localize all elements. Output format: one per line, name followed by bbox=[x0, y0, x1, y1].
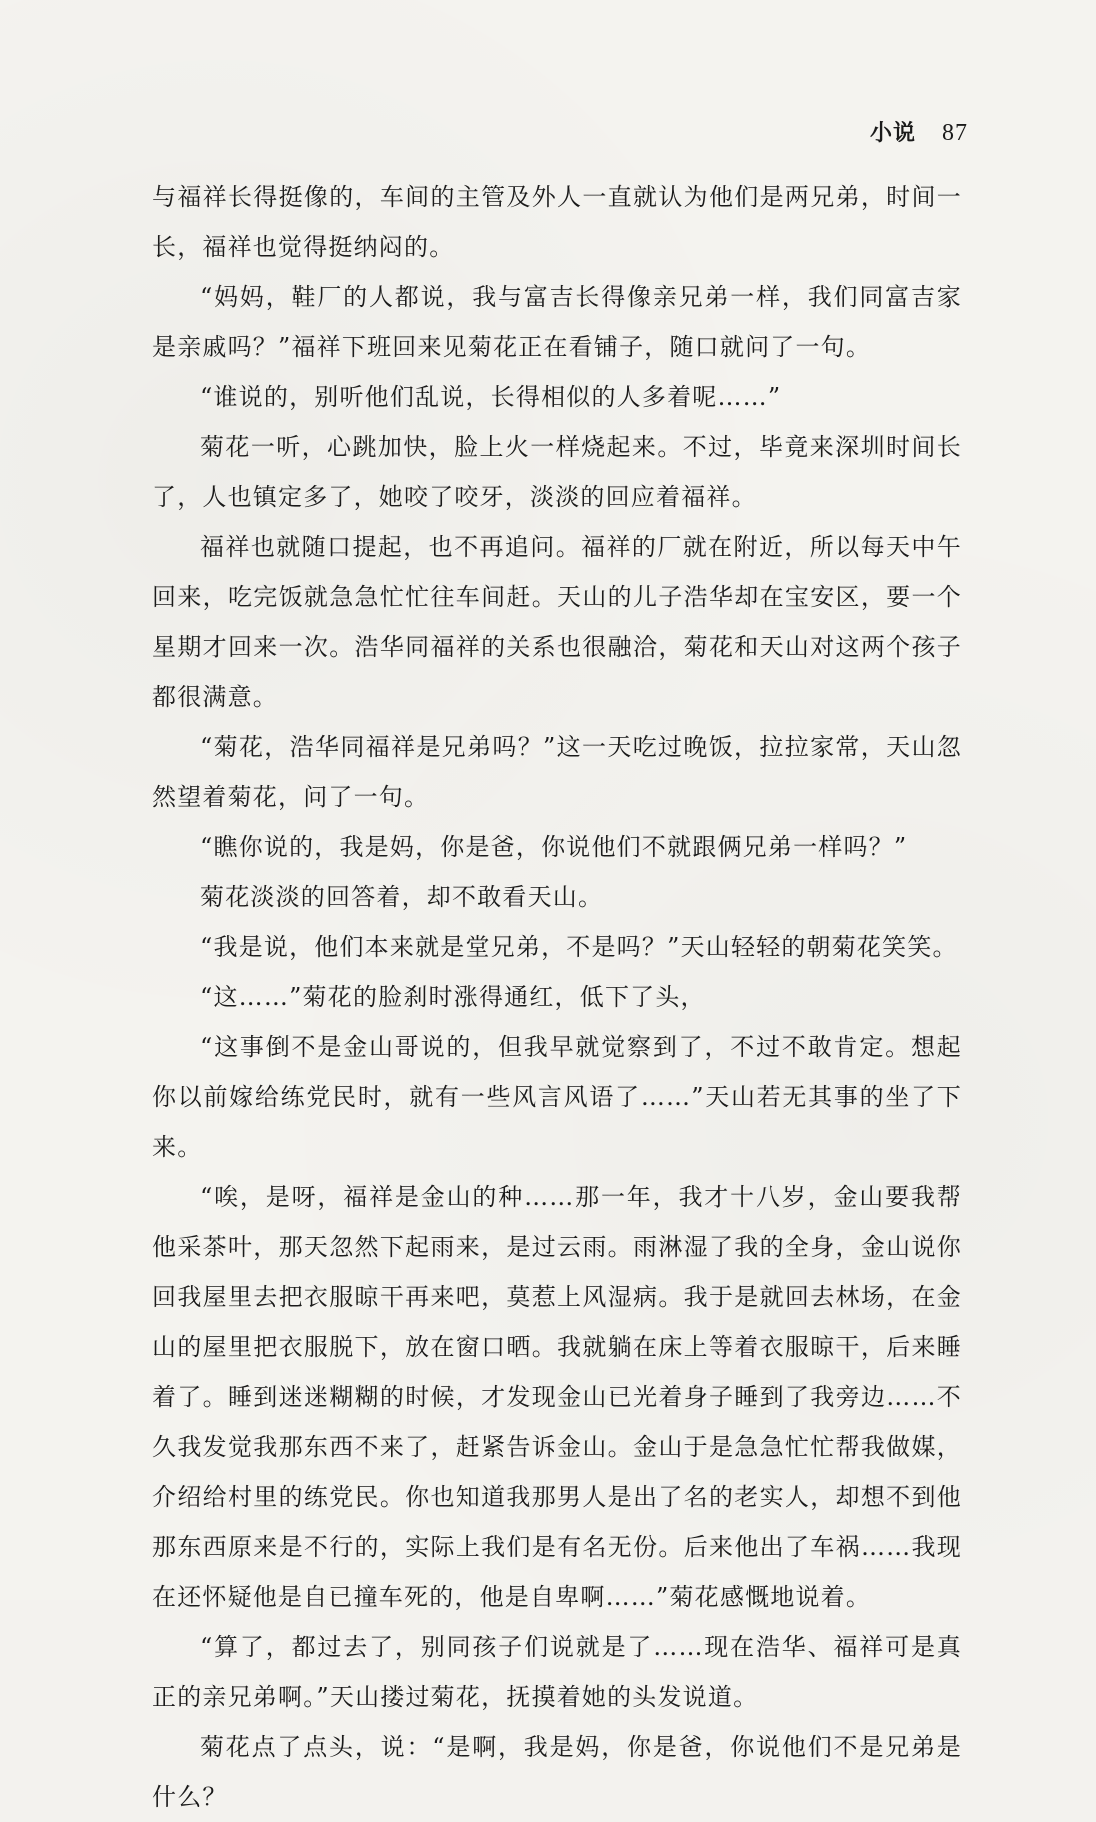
paragraph: “菊花，浩华同福祥是兄弟吗？”这一天吃过晚饭，拉拉家常，天山忽然望着菊花，问了一句。 bbox=[152, 733, 962, 811]
body-text bbox=[152, 172, 962, 1822]
paragraph: 福祥也就随口提起，也不再追问。福祥的厂就在附近，所以每天中午回来，吃完饭就急急忙忙往车间赶。天山的儿子浩华却在宝安区，要一个星期才回来一次。浩华同福祥的关系也很融洽，菊花和天山对这两个孩子都很满意。 bbox=[152, 533, 962, 711]
paragraph: “妈妈，鞋厂的人都说，我与富吉长得像亲兄弟一样，我们同富吉家是亲戚吗？”福祥下班回来见菊花正在看铺子，随口就问了一句。 bbox=[152, 283, 962, 361]
paragraph: “这……”菊花的脸刹时涨得通红，低下了头， bbox=[200, 983, 706, 1011]
paragraph: 菊花点了点头，说：“是啊，我是妈，你是爸，你说他们不是兄弟是什么？ bbox=[152, 1733, 962, 1811]
paragraph: “这事倒不是金山哥说的，但我早就觉察到了，不过不敢肯定。想起你以前嫁给练党民时，就有一些风言风语了……”天山若无其事的坐了下来。 bbox=[152, 1033, 962, 1161]
running-header bbox=[870, 116, 968, 147]
section-title: 小说 bbox=[869, 121, 916, 146]
paragraph-continued: 与福祥长得挺像的，车间的主管及外人一直就认为他们是两兄弟，时间一长，福祥也觉得挺纳闷的。 bbox=[152, 183, 962, 261]
paragraph: 菊花淡淡的回答着，却不敢看天山。 bbox=[200, 883, 604, 911]
paragraph: “唉，是呀，福祥是金山的种……那一年，我才十八岁，金山要我帮他采茶叶，那天忽然下起雨来，是过云雨。雨淋湿了我的全身，金山说你回我屋里去把衣服晾干再来吧，莫惹上风湿病。我于是就回去林场，在金山的屋里把衣服脱下，放在窗口晒。我就躺在床上等着衣服晾干，后来睡着了。睡到迷迷糊糊的时候，才发现金山已光着身子睡到了我旁边……不久我发觉我那东西不来了，赶紧告诉金山。金山于是急急忙忙帮我做媒，介绍给村里的练党民。你也知道我那男人是出了名的老实人，却想不到他那东西原来是不行的，实际上我们是有名无份。后来他出了车祸……我现在还怀疑他是自已撞车死的，他是自卑啊……”菊花感慨地说着。 bbox=[152, 1183, 962, 1611]
paragraph: 菊花一听，心跳加快，脸上火一样烧起来。不过，毕竟来深圳时间长了，人也镇定多了，她咬了咬牙，淡淡的回应着福祥。 bbox=[152, 433, 962, 511]
paragraph: “我是说，他们本来就是堂兄弟，不是吗？”天山轻轻的朝菊花笑笑。 bbox=[200, 933, 958, 961]
paragraph: “谁说的，别听他们乱说，长得相似的人多着呢……” bbox=[200, 383, 782, 411]
paragraph: “瞧你说的，我是妈，你是爸，你说他们不就跟俩兄弟一样吗？” bbox=[200, 833, 908, 861]
page-number: 87 bbox=[942, 120, 968, 146]
paragraph: “算了，都过去了，别同孩子们说就是了……现在浩华、福祥可是真正的亲兄弟啊。”天山搂过菊花，抚摸着她的头发说道。 bbox=[152, 1633, 962, 1711]
